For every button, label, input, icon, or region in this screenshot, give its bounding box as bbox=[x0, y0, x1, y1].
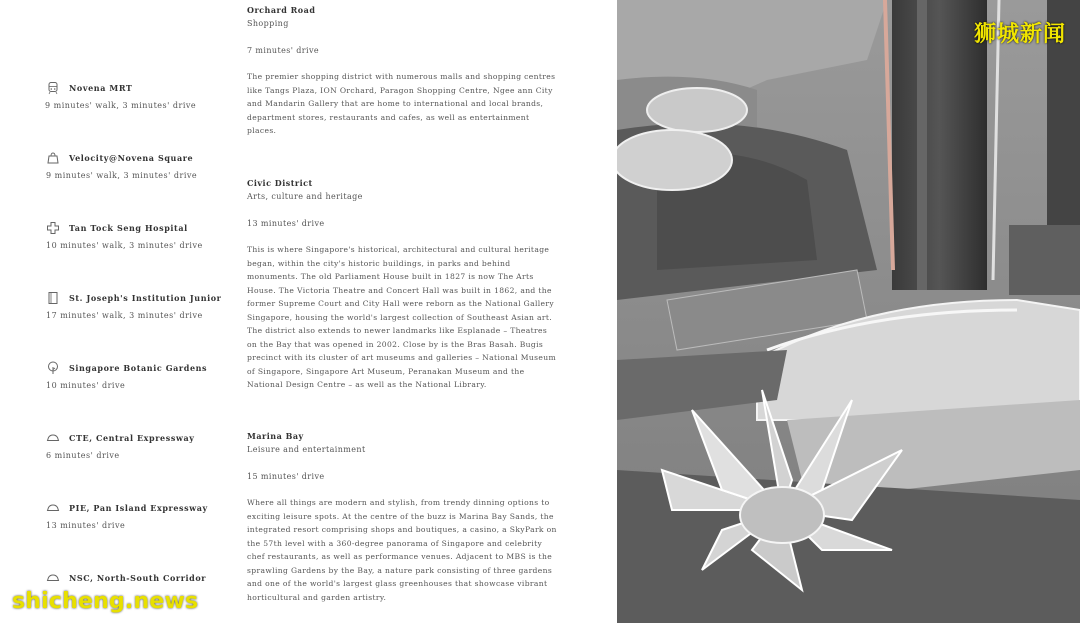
amenity-novena-mrt bbox=[46, 81, 226, 110]
amenity-name: St. Joseph's Institution Junior bbox=[69, 293, 222, 303]
amenity-tan-tock-seng bbox=[46, 221, 226, 250]
destination-marina-bay bbox=[247, 430, 557, 604]
amenity-distance: 9 minutes' walk, 3 minutes' drive bbox=[46, 171, 198, 180]
train-icon bbox=[46, 81, 60, 95]
aerial-photo-illustration bbox=[617, 0, 1080, 623]
destination-title: Civic District bbox=[247, 178, 313, 188]
amenity-name: Velocity@Novena Square bbox=[69, 153, 194, 163]
car-icon bbox=[46, 431, 60, 445]
destination-time: 15 minutes' drive bbox=[247, 472, 325, 481]
destination-civic-district bbox=[247, 177, 557, 392]
amenity-distance: 10 minutes' walk, 3 minutes' drive bbox=[46, 241, 203, 250]
destination-description: Where all things are modern and stylish, from trendy dinning options to exciting leisure spots. At the centre of the buzz is Marina Bay Sands, the integrated resort comprising shops and boutiques, a casino, a SkyPark on the 57th level with a 360-degree panorama of Singapore and celebrity chef restaurants, as well as performance venues. Adjacent to MBS is the sprawling Gardens by the Bay, a nature park consisting of three gardens and one of the world's largest glass greenhouses that showcase vibrant horticultural and garden artistry. bbox=[247, 498, 557, 602]
amenity-distance: 10 minutes' drive bbox=[46, 381, 126, 390]
amenity-name: Singapore Botanic Gardens bbox=[69, 363, 208, 373]
amenity-cte bbox=[46, 431, 226, 460]
amenity-pie bbox=[46, 501, 226, 530]
amenity-sji-junior bbox=[46, 291, 226, 320]
photo-watermark: 狮城新闻 bbox=[973, 22, 1066, 47]
car-icon bbox=[46, 501, 60, 515]
amenity-botanic-gardens bbox=[46, 361, 226, 390]
amenity-velocity bbox=[46, 151, 226, 180]
destination-time: 7 minutes' drive bbox=[247, 46, 320, 55]
destination-time: 13 minutes' drive bbox=[247, 219, 325, 228]
amenity-name: Novena MRT bbox=[69, 83, 133, 93]
amenity-distance: 17 minutes' walk, 3 minutes' drive bbox=[46, 311, 203, 320]
amenity-distance: 9 minutes' walk, 3 minutes' drive bbox=[45, 101, 197, 110]
destination-description: The premier shopping district with numerous malls and shopping centres like Tangs Plaza, ION Orchard, Paragon Shopping Centre, Ngee ann City and Mandarin Gallery that are home to international and local brands, department stores, restaurants and cafes, as well as entertainment places. bbox=[247, 72, 556, 135]
amenity-nsc bbox=[46, 571, 226, 585]
destination-title: Marina Bay bbox=[247, 431, 304, 441]
shopping-bag-icon bbox=[46, 151, 60, 165]
amenity-name: PIE, Pan Island Expressway bbox=[69, 503, 208, 513]
destination-title: Orchard Road bbox=[247, 5, 316, 15]
destination-category: Arts, culture and heritage bbox=[247, 192, 363, 201]
marina-bay-aerial-photo bbox=[617, 0, 1080, 623]
site-watermark: shicheng.news bbox=[12, 589, 199, 614]
amenity-distance: 13 minutes' drive bbox=[46, 521, 126, 530]
destination-orchard-road bbox=[247, 4, 557, 138]
tree-icon bbox=[46, 361, 60, 375]
destination-category: Shopping bbox=[247, 19, 289, 28]
destination-category: Leisure and entertainment bbox=[247, 445, 366, 454]
car-icon bbox=[46, 571, 60, 585]
destination-description: This is where Singapore's historical, architectural and cultural heritage began, within the city's historic buildings, in parks and behind monuments. The old Parliament House built in 1827 is now The Arts House. The Victoria Theatre and Concert Hall was built in 1862, and the former Supreme Court and City Hall were reborn as the National Gallery Singapore, housing the world's largest collection of Southeast Asian art. The district also extends to newer landmarks like Esplanade – Theatres on the Bay that was opened in 2002. Close by is the Bras Basah. Bugis precinct with its cluster of art museums and galleries – National Museum of Singapore, Singapore Art Museum, Peranakan Museum and the National Design Centre – as well as the National Library. bbox=[247, 245, 557, 389]
amenity-name: Tan Tock Seng Hospital bbox=[69, 223, 188, 233]
amenity-name: NSC, North-South Corridor bbox=[69, 573, 207, 583]
hospital-cross-icon bbox=[46, 221, 60, 235]
amenity-name: CTE, Central Expressway bbox=[69, 433, 195, 443]
amenity-distance: 6 minutes' drive bbox=[46, 451, 120, 460]
amenities-list bbox=[0, 0, 230, 623]
school-book-icon bbox=[46, 291, 60, 305]
